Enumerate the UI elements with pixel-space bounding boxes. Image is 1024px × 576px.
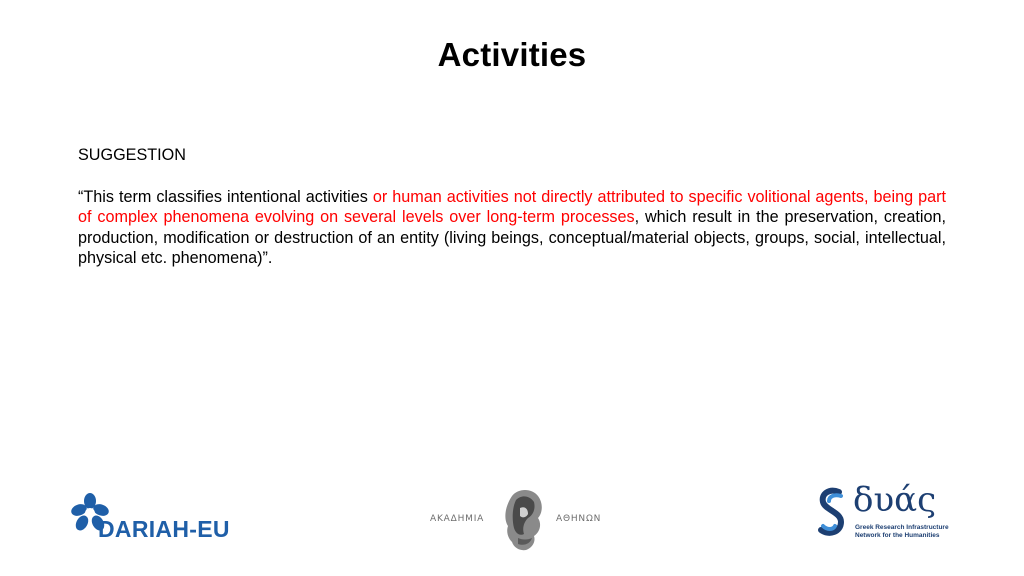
dyas-s-icon	[815, 486, 849, 542]
slide-title: Activities	[437, 36, 587, 73]
dariah-eu-logo	[70, 490, 240, 546]
dyas-logo	[815, 480, 965, 548]
academy-text-right: ΑΘΗΝΩΝ	[556, 514, 602, 524]
quote-highlight: or human activities not directly attributed to specific volitional agents, being part of complex phenomena evolving on several levels over long-term processes	[78, 187, 946, 227]
dyas-subtitle-line1: Greek Research Infrastructure	[855, 524, 949, 531]
dariah-logo-text: DARIAH-EU	[98, 516, 230, 542]
athena-head-icon	[498, 488, 546, 552]
slide-body	[78, 145, 946, 269]
academy-text-left: ΑΚΑΔΗΜΙΑ	[430, 514, 485, 524]
quote-text-end: , which result in the preservation, creation, production, modification or destruction of an entity (living beings, conceptual/material objects, groups, social, intellectual, physical etc. phenomena)”.	[78, 208, 946, 268]
dyas-logo-word: δυάς	[853, 480, 937, 520]
dyas-logo-subtitle	[855, 524, 949, 539]
academy-of-athens-logo	[428, 488, 608, 552]
quote-text-start: “This term classifies intentional activities	[78, 187, 373, 206]
dyas-subtitle-line2: Network for the Humanities	[855, 531, 940, 539]
suggestion-label: SUGGESTION	[78, 146, 186, 164]
definition-quote	[78, 187, 946, 269]
